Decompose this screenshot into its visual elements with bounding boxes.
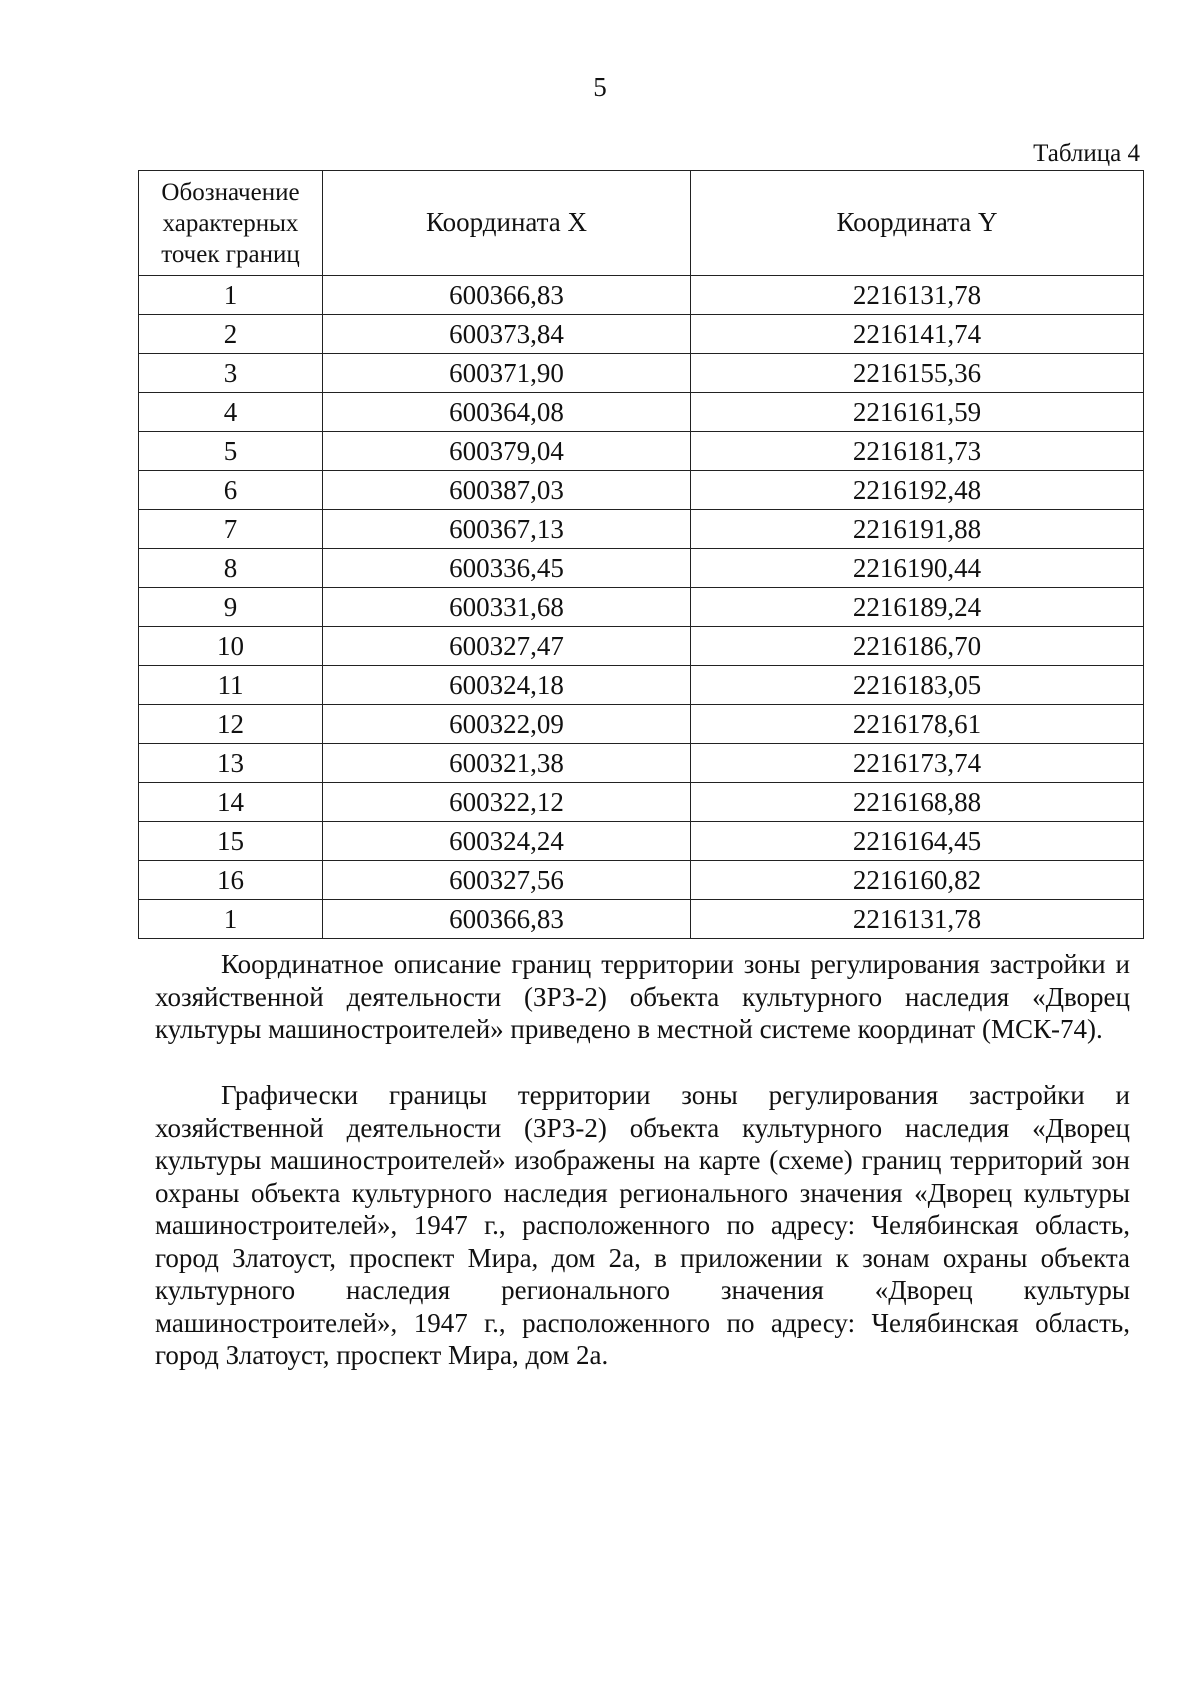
cell-coordinate-y: 2216178,61 bbox=[691, 705, 1144, 744]
cell-coordinate-y: 2216131,78 bbox=[691, 276, 1144, 315]
table-row bbox=[139, 861, 1144, 900]
table-row bbox=[139, 588, 1144, 627]
table-row bbox=[139, 666, 1144, 705]
cell-coordinate-x: 600371,90 bbox=[323, 354, 691, 393]
page-number: 5 bbox=[593, 72, 607, 102]
table-body bbox=[139, 276, 1144, 939]
cell-coordinate-y: 2216131,78 bbox=[691, 900, 1144, 939]
cell-coordinate-x: 600331,68 bbox=[323, 588, 691, 627]
cell-coordinate-x: 600324,18 bbox=[323, 666, 691, 705]
header-coordinate-x: Координата X bbox=[323, 171, 691, 276]
cell-coordinate-x: 600322,12 bbox=[323, 783, 691, 822]
paragraph-graphic-boundaries: Графически границы территории зоны регулирования застройки и хозяйственной деятельности (ЗРЗ-2) объекта культурного наследия «Дворец культуры машиностроителей» изображены на карте (схеме) границ территорий зон охраны объекта культурного наследия регионального значения «Дворец культуры машиностроителей», 1947 г., расположенного по адресу: Челябинская область, город Златоуст, проспект Мира, дом 2а, в приложении к зонам охраны объекта культурного наследия регионального значения «Дворец культуры машиностроителей», 1947 г., расположенного по адресу: Челябинская область, город Златоуст, проспект Мира, дом 2а. bbox=[155, 1080, 1130, 1370]
table-row bbox=[139, 900, 1144, 939]
cell-point: 14 bbox=[139, 783, 323, 822]
header-point-line-1: Обозначение bbox=[161, 178, 300, 206]
cell-coordinate-x: 600321,38 bbox=[323, 744, 691, 783]
table-row bbox=[139, 510, 1144, 549]
cell-point: 1 bbox=[139, 900, 323, 939]
cell-point: 3 bbox=[139, 354, 323, 393]
cell-coordinate-y: 2216191,88 bbox=[691, 510, 1144, 549]
table-row bbox=[139, 627, 1144, 666]
cell-coordinate-y: 2216141,74 bbox=[691, 315, 1144, 354]
cell-point: 16 bbox=[139, 861, 323, 900]
cell-coordinate-x: 600367,13 bbox=[323, 510, 691, 549]
cell-coordinate-x: 600366,83 bbox=[323, 900, 691, 939]
cell-point: 15 bbox=[139, 822, 323, 861]
header-point-line-2: характерных bbox=[162, 209, 299, 237]
cell-coordinate-x: 600379,04 bbox=[323, 432, 691, 471]
table-header bbox=[139, 171, 1144, 276]
cell-coordinate-x: 600387,03 bbox=[323, 471, 691, 510]
cell-point: 9 bbox=[139, 588, 323, 627]
paragraph-coordinate-description: Координатное описание границ территории зоны регулирования застройки и хозяйственной деятельности (ЗРЗ-2) объекта культурного наследия «Дворец культуры машиностроителей» приведено в местной системе координат (МСК-74). bbox=[155, 949, 1130, 1044]
table-caption: Таблица 4 bbox=[1033, 140, 1140, 167]
cell-coordinate-x: 600327,56 bbox=[323, 861, 691, 900]
cell-coordinate-x: 600336,45 bbox=[323, 549, 691, 588]
header-row bbox=[139, 171, 1144, 276]
cell-coordinate-x: 600327,47 bbox=[323, 627, 691, 666]
table-row bbox=[139, 354, 1144, 393]
cell-coordinate-x: 600373,84 bbox=[323, 315, 691, 354]
cell-coordinate-y: 2216155,36 bbox=[691, 354, 1144, 393]
cell-point: 1 bbox=[139, 276, 323, 315]
table-row bbox=[139, 705, 1144, 744]
cell-point: 5 bbox=[139, 432, 323, 471]
cell-coordinate-y: 2216161,59 bbox=[691, 393, 1144, 432]
coordinates-table bbox=[138, 170, 1144, 939]
table-row bbox=[139, 276, 1144, 315]
table-row bbox=[139, 822, 1144, 861]
cell-point: 4 bbox=[139, 393, 323, 432]
cell-coordinate-y: 2216190,44 bbox=[691, 549, 1144, 588]
header-point-line-3: точек границ bbox=[161, 240, 300, 268]
table-row bbox=[139, 432, 1144, 471]
cell-point: 8 bbox=[139, 549, 323, 588]
header-coordinate-y: Координата Y bbox=[691, 171, 1144, 276]
cell-coordinate-x: 600366,83 bbox=[323, 276, 691, 315]
table-row bbox=[139, 744, 1144, 783]
cell-coordinate-y: 2216183,05 bbox=[691, 666, 1144, 705]
cell-coordinate-y: 2216186,70 bbox=[691, 627, 1144, 666]
cell-point: 6 bbox=[139, 471, 323, 510]
cell-coordinate-y: 2216173,74 bbox=[691, 744, 1144, 783]
cell-point: 10 bbox=[139, 627, 323, 666]
cell-coordinate-y: 2216181,73 bbox=[691, 432, 1144, 471]
cell-coordinate-y: 2216168,88 bbox=[691, 783, 1144, 822]
table-row bbox=[139, 471, 1144, 510]
cell-point: 12 bbox=[139, 705, 323, 744]
header-point-designation bbox=[139, 171, 323, 276]
cell-coordinate-x: 600364,08 bbox=[323, 393, 691, 432]
cell-coordinate-x: 600322,09 bbox=[323, 705, 691, 744]
table-row bbox=[139, 783, 1144, 822]
table-row bbox=[139, 393, 1144, 432]
cell-point: 2 bbox=[139, 315, 323, 354]
table-row bbox=[139, 549, 1144, 588]
cell-point: 7 bbox=[139, 510, 323, 549]
cell-coordinate-y: 2216164,45 bbox=[691, 822, 1144, 861]
cell-point: 11 bbox=[139, 666, 323, 705]
cell-coordinate-y: 2216160,82 bbox=[691, 861, 1144, 900]
cell-coordinate-x: 600324,24 bbox=[323, 822, 691, 861]
cell-coordinate-y: 2216189,24 bbox=[691, 588, 1144, 627]
cell-coordinate-y: 2216192,48 bbox=[691, 471, 1144, 510]
table-row bbox=[139, 315, 1144, 354]
cell-point: 13 bbox=[139, 744, 323, 783]
